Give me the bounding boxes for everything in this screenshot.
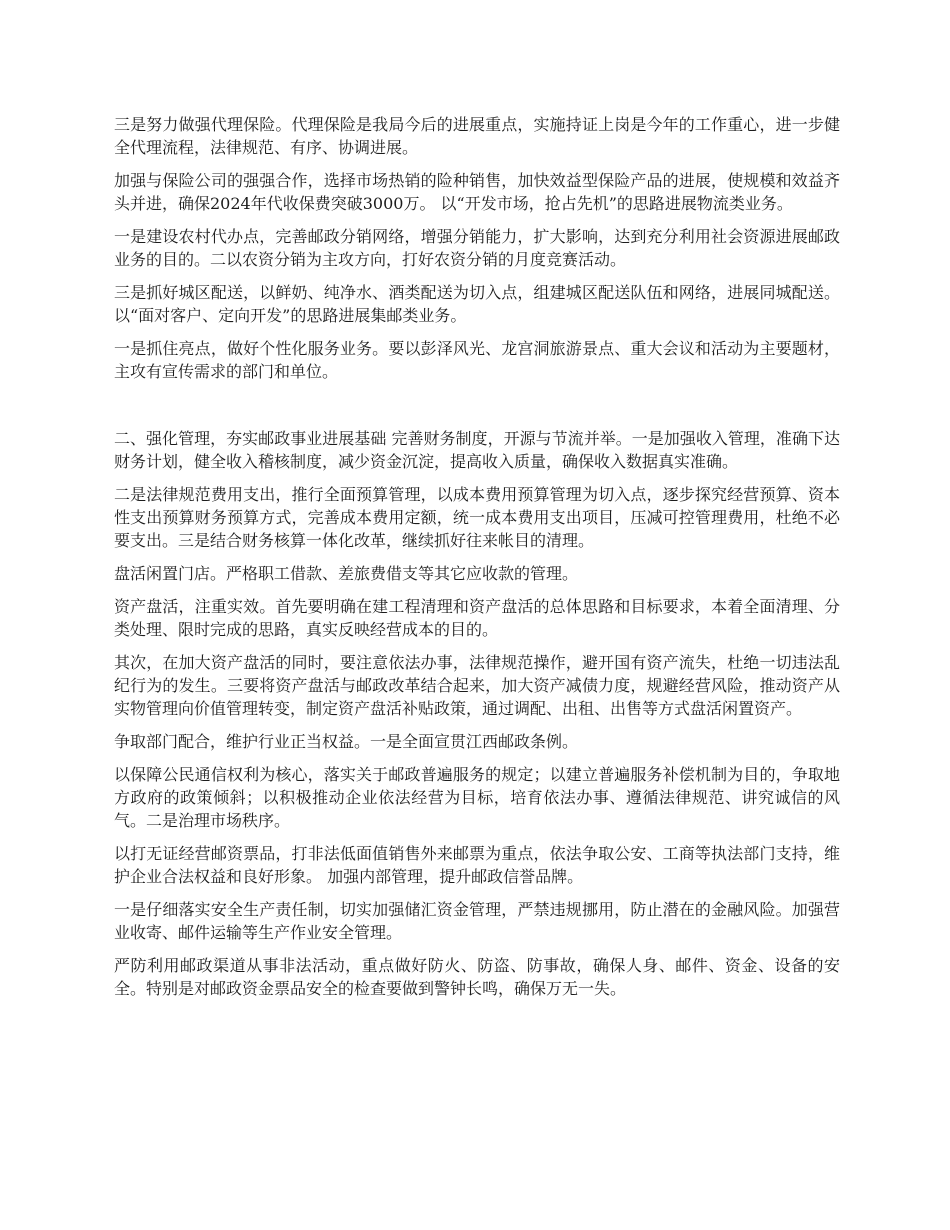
paragraph: 一是抓住亮点，做好个性化服务业务。要以彭泽风光、龙宫洞旅游景点、重大会议和活动为主要题材，主攻有宣传需求的部门和单位。 bbox=[114, 339, 840, 381]
paragraph: 三是努力做强代理保险。代理保险是我局今后的进展重点，实施持证上岗是今年的工作重心，进一步健全代理流程，法律规范、有序、协调进展。 bbox=[114, 115, 840, 157]
paragraph: 一是仔细落实安全生产责任制，切实加强储汇资金管理，严禁违规挪用，防止潜在的金融风险。加强营业收寄、邮件运输等生产作业安全管理。 bbox=[114, 900, 840, 942]
paragraph: 严防利用邮政渠道从事非法活动，重点做好防火、防盗、防事故，确保人身、邮件、资金、设备的安全。特别是对邮政资金票品安全的检查要做到警钟长鸣，确保万无一失。 bbox=[114, 956, 840, 998]
paragraph: 二是法律规范费用支出，推行全面预算管理，以成本费用预算管理为切入点，逐步探究经营预算、资本性支出预算财务预算方式，完善成本费用定额，统一成本费用支出项目，压减可控管理费用，杜绝不必要支出。三是结合财务核算一体化改革，继续抓好往来帐目的清理。 bbox=[114, 485, 840, 550]
section-management bbox=[114, 427, 840, 1000]
paragraph: 二、强化管理，夯实邮政事业进展基础 完善财务制度，开源与节流并举。一是加强收入管理，准确下达财务计划，健全收入稽核制度，减少资金沉淀，提高收入质量，确保收入数据真实准确。 bbox=[114, 429, 840, 471]
paragraph: 其次，在加大资产盘活的同时，要注意依法办事，法律规范操作，避开国有资产流失，杜绝一切违法乱纪行为的发生。三要将资产盘活与邮政改革结合起来，加大资产减债力度，规避经营风险，推动资产从实物管理向价值管理转变，制定资产盘活补贴政策，通过调配、出租、出售等方式盘活闲置资产。 bbox=[114, 653, 840, 718]
paragraph: 资产盘活，注重实效。首先要明确在建工程清理和资产盘活的总体思路和目标要求，本着全面清理、分类处理、限时完成的思路，真实反映经营成本的目的。 bbox=[114, 597, 840, 639]
section-spacer bbox=[114, 393, 840, 427]
paragraph: 争取部门配合，维护行业正当权益。一是全面宣贯江西邮政条例。 bbox=[114, 732, 579, 751]
paragraph: 三是抓好城区配送，以鲜奶、纯净水、酒类配送为切入点，组建城区配送队伍和网络，进展同城配送。 以“面对客户、定向开发”的思路进展集邮类业务。 bbox=[114, 283, 840, 325]
paragraph: 加强与保险公司的强强合作，选择市场热销的险种销售，加快效益型保险产品的进展，使规模和效益齐头并进，确保2024年代收保费突破3000万。 以“开发市场，抢占先机”的思路进展物流类业务。 bbox=[114, 171, 840, 213]
paragraph: 以打无证经营邮资票品，打非法低面值销售外来邮票为重点，依法争取公安、工商等执法部门支持，维护企业合法权益和良好形象。 加强内部管理，提升邮政信誉品牌。 bbox=[114, 844, 840, 886]
paragraph: 盘活闲置门店。严格职工借款、差旅费借支等其它应收款的管理。 bbox=[114, 564, 579, 583]
section-business-development bbox=[114, 113, 840, 383]
paragraph: 一是建设农村代办点，完善邮政分销网络，增强分销能力，扩大影响，达到充分利用社会资源进展邮政业务的目的。二以农资分销为主攻方向，打好农资分销的月度竞赛活动。 bbox=[114, 227, 840, 269]
paragraph: 以保障公民通信权利为核心，落实关于邮政普遍服务的规定；以建立普遍服务补偿机制为目的，争取地方政府的政策倾斜；以积极推动企业依法经营为目标，培育依法办事、遵循法律规范、讲究诚信的风气。二是治理市场秩序。 bbox=[114, 765, 840, 830]
